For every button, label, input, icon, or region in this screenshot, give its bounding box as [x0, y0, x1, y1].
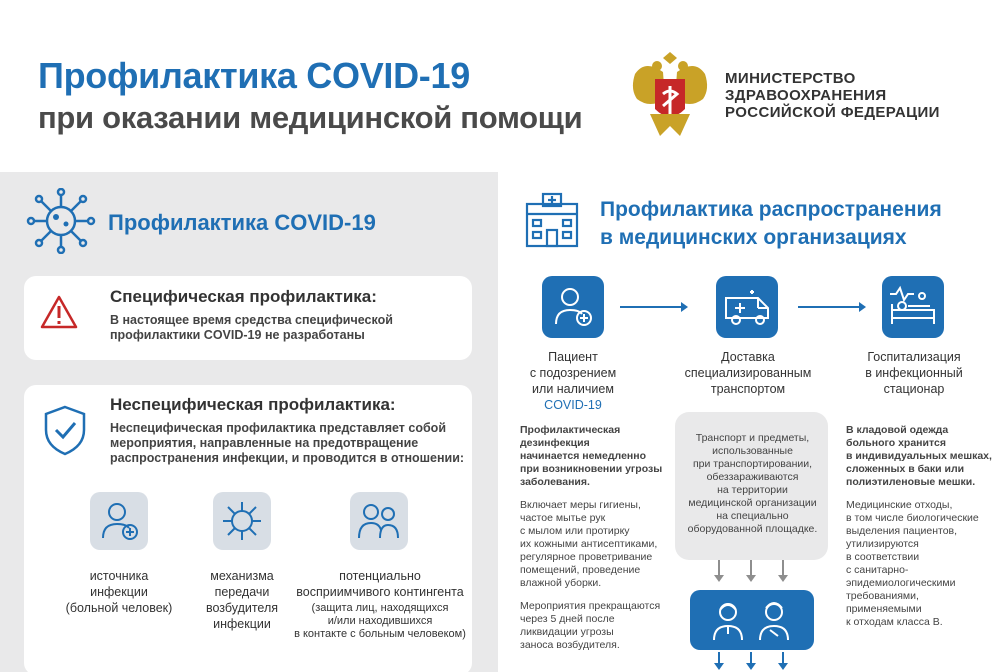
specific-text: В настоящее время средства специфической профилактики COVID-19 не разработаны [110, 313, 393, 342]
virus-icon [26, 188, 96, 254]
susceptible-caption: потенциально восприимчивого контингента [296, 569, 464, 599]
down-arrow [718, 652, 720, 666]
left-section-title: Профилактика COVID-19 [108, 210, 376, 235]
people-icon [350, 492, 408, 550]
shield-icon [42, 404, 88, 456]
transport-disinfection-text: Транспорт и предметы, использованные при транспортировании, обеззараживаются на территории медицинской организации на специально оборудованной площадке. [687, 432, 818, 535]
transmission-caption: механизма передачи возбудителя инфекции [205, 569, 279, 631]
warning-icon [40, 294, 78, 330]
right-section-title: Профилактика распространения в медицинских организациях [600, 198, 942, 249]
step-transport-caption: Доставка специализированным транспортом [684, 350, 812, 396]
virus-icon [213, 492, 271, 550]
flow-arrow [798, 306, 864, 308]
patient-icon [542, 276, 604, 338]
step-patient-icon-box [542, 276, 604, 338]
disinfection-text: Профилактическая дезинфекция начинается немедленно при возникновении угрозы заболевания. Включает меры гигиены, частое мытье рук с мылом или протирку их кожными антисептиками, регулярное проветривание помещений, проведение влажной уборки. Мероприятия прекращаются через 5 дней после ликвидации угрозы заноса возбудителя. [520, 424, 663, 651]
down-arrow [750, 560, 752, 578]
ministry-name: МИНИСТЕРСТВО ЗДРАВООХРАНЕНИЯ РОССИЙСКОЙ ФЕДЕРАЦИИ [725, 70, 940, 121]
nonspecific-text: Неспецифическая профилактика представляет собой мероприятия, направленные на предотвращение распространения инфекции, и проводится в отношении: [110, 421, 465, 465]
transmission-icon-box [213, 492, 271, 550]
susceptible-caption-note: (защита лиц, находящихся и/или находившихся в контакте с больным человеком) [294, 602, 466, 640]
hospital-icon [523, 190, 581, 250]
down-arrow [782, 652, 784, 666]
medical-staff-icon-box [690, 590, 814, 650]
flow-arrow [620, 306, 686, 308]
infection-source-icon-box [90, 492, 148, 550]
step-transport-icon-box [716, 276, 778, 338]
down-arrow [750, 652, 752, 666]
nonspecific-heading: Неспецифическая профилактика: [110, 395, 396, 414]
page-title: Профилактика COVID-19 [38, 55, 470, 96]
medical-staff-icon [690, 590, 814, 650]
coat-of-arms-icon [625, 44, 715, 144]
header [0, 0, 1000, 172]
ambulance-icon [716, 276, 778, 338]
step-patient-caption: Пациент с подозрением или наличием COVID-19 [529, 350, 617, 412]
hospital-bed-icon [882, 276, 944, 338]
specific-heading: Специфическая профилактика: [110, 287, 377, 306]
infection-source-caption: источника инфекции (больной человек) [65, 569, 173, 615]
patient-icon [90, 492, 148, 550]
step-hospitalization-caption: Госпитализация в инфекционный стационар [865, 350, 963, 396]
waste-handling-text: В кладовой одежда больного хранится в индивидуальных мешках, сложенных в баки или полиэтиленовые мешки. Медицинские отходы, в том числе биологические выделения пациентов, утилизируются в соответствии с санитарно- эпидемиологическими требованиями, применяемыми к отходам класса В. [846, 424, 992, 628]
susceptible-contingent-icon-box [350, 492, 408, 550]
down-arrow [718, 560, 720, 578]
page-subtitle: при оказании медицинской помощи [38, 100, 583, 135]
down-arrow [782, 560, 784, 578]
step-hospitalization-icon-box [882, 276, 944, 338]
